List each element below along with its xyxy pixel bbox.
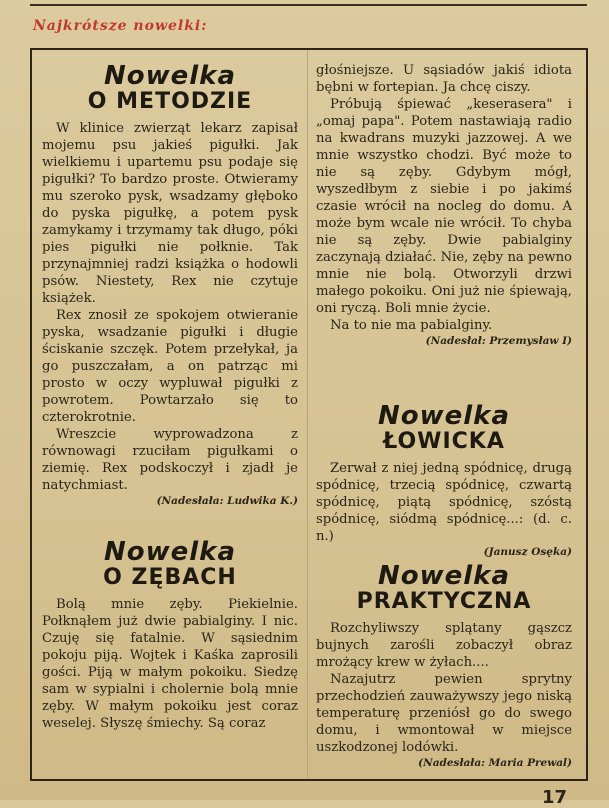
story-label: Nowelka [103,61,237,91]
left-column [34,50,306,779]
story-title: O METODZIE [87,89,253,114]
story-title: PRAKTYCZNA [356,589,532,614]
story-paragraph: Na to nie ma pabialginy. [330,318,493,333]
story-paragraph: W klinice zwierząt lekarz zapisał mojemu psu jakieś pigułki. Jak wielkiemu i upartemu psu podaje się pigułki? To bardzo proste. Otwieramy mu szeroko pysk, wsadzamy głęboko do pyska pigułkę, a potem pysk zamykamy i trzymamy tak długo, póki pies pigułki nie połknie. Tak przynajmniej radzi książka o hodowli psów. Niestety, Rex nie czytuje książek. [42,121,298,306]
story-label: Nowelka [377,561,511,591]
story-paragraph: Próbują śpiewać „keserasera" i „omaj papa". Potem nastawiają radio na kwadrans muzyki jazzowej. A we mnie wszystko chodzi. Być może to nie są zęby. Gdybym mógł, wyszedłbym z siebie i po jakimś czasie wrócił na nocleg do domu. A może bym wcale nie wrócił. To chyba nie są zęby. Dwie pabialginy zaczynają działać. Nie, zęby na pewno mnie nie bolą. Otworzyli drzwi małego pokoiku. Oni już nie śpiewają, oni ryczą. Boli mnie życie. [316,97,572,316]
story-paragraph: Wreszcie wyprowadzona z równowagi rzuciłam pigułkami o ziemię. Rex podskoczył i zjadł je natychmiast. [42,427,298,493]
story-signature: (Nadesłała: Maria Prewal) [418,757,572,769]
series-heading: Najkrótsze nowelki: [33,18,208,34]
story-praktyczna [316,562,572,770]
story-label: Nowelka [377,401,511,431]
story-paragraph: Zerwał z niej jedną spódnicę, drugą spódnicę, trzecią spódnicę, czwartą spódnicę, piątą spódnicę, szóstą spódnicę, siódmą spódnicę...: (d. c. n.) [316,461,572,544]
top-rule [30,0,587,6]
right-column [308,50,580,779]
story-title: ŁOWICKA [383,429,505,454]
story-lowicka [316,402,572,559]
story-label: Nowelka [103,537,237,567]
story-paragraph: Rozchyliwszy splątany gąszcz bujnych zarośli zobaczył obraz mrożący krew w żyłach.... [316,621,572,670]
story-signature: (Janusz Osęka) [483,546,572,558]
story-paragraph: Nazajutrz pewien sprytny przechodzień zauważywszy jego niską temperaturę przeniósł go do swego domu, i wmontował w miejsce uszkodzonej lodówki. [316,672,572,755]
story-o-metodzie [42,62,298,508]
story-signature: (Nadesłała: Ludwika K.) [156,495,298,507]
story-o-zebach [42,538,298,732]
stories-frame [30,48,588,781]
story-signature: (Nadesłał: Przemysław I) [425,335,572,347]
page-number: 17 [541,787,567,808]
story-o-zebach-continued [316,62,572,348]
story-paragraph: Bolą mnie zęby. Piekielnie. Połknąłem już dwie pabialginy. I nic. Czuję się fatalnie. W sąsiednim pokoju piją. Wojtek i Kaśka zaprosili gości. Piją w małym pokoiku. Siedzę sam w sypialni i cholernie bolą mnie zęby. W małym pokoiku jest coraz weselej. Słyszę śmiechy. Są coraz [42,597,298,731]
story-paragraph: Rex znosił ze spokojem otwieranie pyska, wsadzanie pigułki i długie ściskanie szczęk. Potem przełykał, ja go puszczałam, a on patrząc mi prosto w oczy wypluwał pigułki z powrotem. Powtarzało się to czterokrotnie. [42,308,298,425]
story-title: O ZĘBACH [103,565,237,590]
story-paragraph: głośniejsze. U sąsiadów jakiś idiota bębni w fortepian. Ja chcę ciszy. [316,63,572,95]
